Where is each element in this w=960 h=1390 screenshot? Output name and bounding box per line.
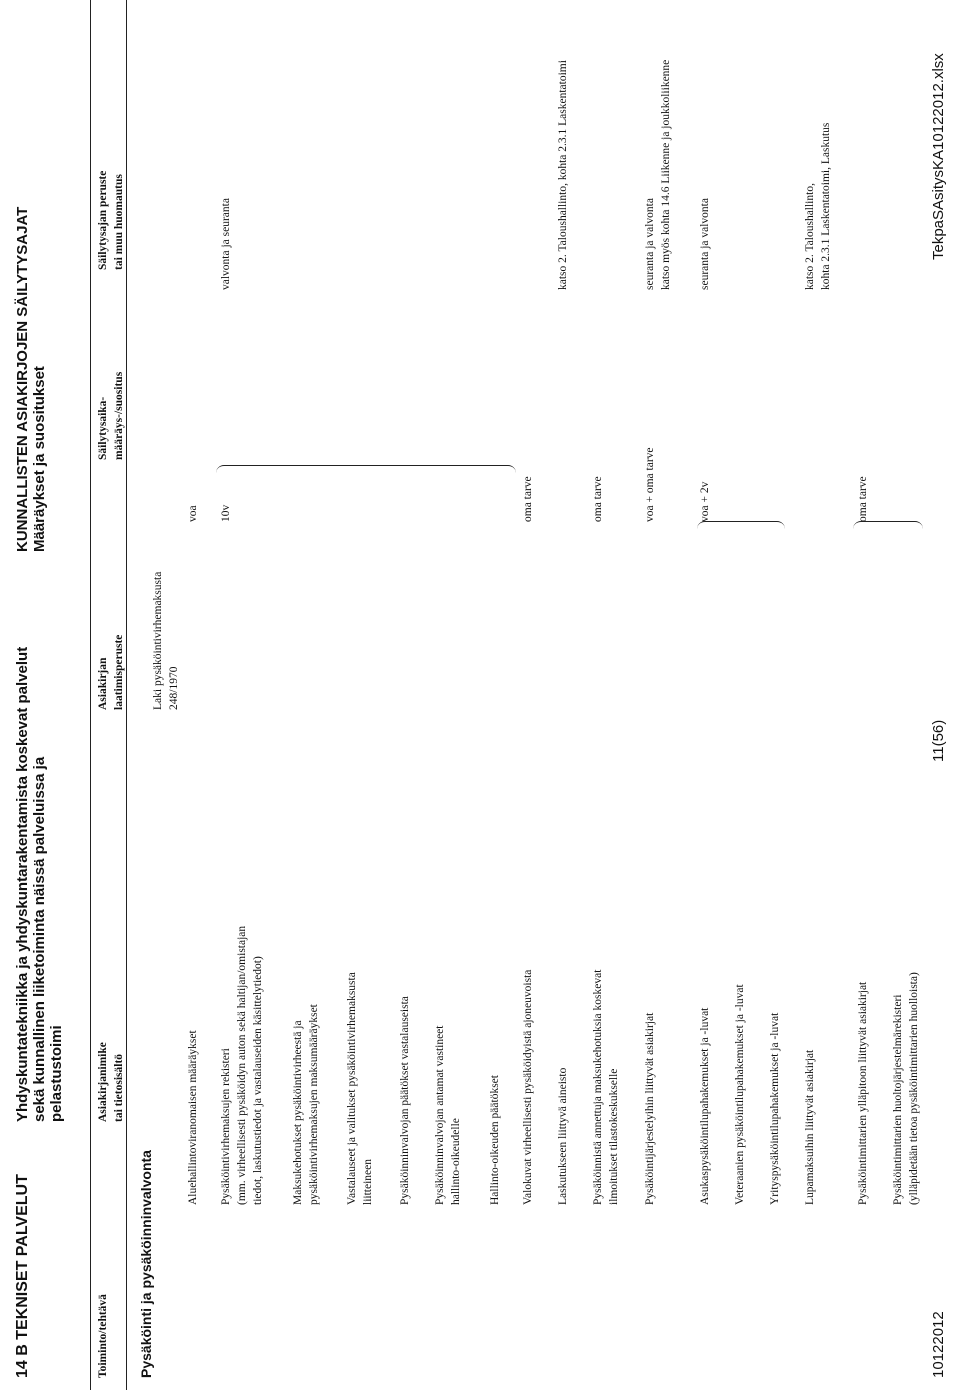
row-note: seuranta ja valvonta — [699, 198, 711, 290]
col-header-retention-b: määräys-/suositus — [113, 371, 125, 460]
row-title-line-2: liitteineen — [362, 1159, 374, 1205]
col-header-retention-a: Säilytysaika- — [97, 396, 109, 460]
row-title: Hallinto-oikeuden päätökset — [489, 1075, 501, 1205]
row-title-line-3: tiedot, laskutustiedot ja vastalauseiden käsittelytiedot) — [252, 956, 264, 1205]
row-title: Yrityspysäköintilupahakemukset ja -luvat — [769, 1012, 781, 1205]
col-header-title-a: Asiakirjanimike — [97, 1042, 109, 1122]
col-header-basis-b: laatimisperuste — [113, 634, 125, 710]
row-title: Maksukehotukset pysäköintivirheestä ja — [292, 1020, 304, 1205]
row-note: katso 2. Taloushallinto, kohta 2.3.1 Laskentatoimi — [557, 60, 569, 290]
row-note: katso 2. Taloushallinto, — [804, 183, 816, 290]
row-title-line-2: pysäköintivirhemaksujen maksumääräykset — [308, 1004, 320, 1205]
row-note: seuranta ja valvonta — [644, 198, 656, 290]
group-brace — [697, 521, 785, 530]
code-title: 14 B TEKNISET PALVELUT — [14, 1174, 31, 1378]
main-subtitle: Määräykset ja suositukset — [31, 366, 48, 552]
group-brace — [216, 465, 516, 474]
row-title: Lupamaksuihin liittyvät asiakirjat — [804, 1049, 816, 1205]
col-header-basis-a: Asiakirjan — [97, 657, 109, 710]
main-title: KUNNALLISTEN ASIAKIRJOJEN SÄILYTYSAJAT — [14, 206, 31, 552]
row-note-line-2: kohta 2.3.1 Laskentatoimi, Laskutus — [820, 122, 832, 290]
col-header-note-b: tai muu huomautus — [113, 174, 125, 270]
row-title: Pysäköintimittarien ylläpitoon liittyvät asiakirjat — [857, 981, 869, 1205]
row-title: Pysäköintivirhemaksujen rekisteri — [220, 1048, 232, 1205]
subtitle-line-1: Yhdyskuntatekniikka ja yhdyskuntarakentamista koskevat palvelut — [14, 646, 31, 1122]
row-retention: voa + 2v — [699, 481, 711, 522]
row-title: Valokuvat virheellisesti pysäköidyistä ajoneuvoista — [522, 969, 534, 1205]
row-title: Pysäköinninvalvojan antamat vastineet — [434, 1025, 446, 1205]
row-retention: oma tarve — [592, 476, 604, 522]
row-title: Laskutukseen liittyvä aineisto — [557, 1067, 569, 1205]
row-retention: voa + oma tarve — [644, 447, 656, 522]
row-title: Pysäköintijärjestelyihin liittyvät asiakirjat — [644, 1012, 656, 1205]
row-retention: voa — [187, 505, 199, 522]
footer-date: 10122012 — [930, 1311, 947, 1378]
group-brace — [853, 521, 923, 530]
row-title-line-2: hallinto-oikeudelle — [450, 1118, 462, 1205]
row-title: Pysäköinninvalvojan päätökset vastalauseista — [399, 996, 411, 1205]
row-title: Veteraanien pysäköintilupahakemukset ja -luvat — [734, 984, 746, 1205]
row-retention: oma tarve — [522, 476, 534, 522]
row-note-line-2: katso myös kohta 14.6 Liikenne ja joukkoliikenne — [660, 59, 672, 290]
basis-law-line-2: 248/1970 — [168, 666, 180, 710]
row-retention: oma tarve — [857, 476, 869, 522]
section-title: Pysäköinti ja pysäköinninvalvonta — [138, 1150, 154, 1378]
subtitle-line-2: sekä kunnallinen liiketoiminta näissä palveluissa ja — [31, 756, 48, 1122]
basis-law-line-1: Laki pysäköintivirhemaksusta — [152, 571, 164, 710]
footer-page-number: 11(56) — [930, 719, 947, 762]
row-title: Asukaspysäköintilupahakemukset ja -luvat — [699, 1007, 711, 1205]
row-title: Pysäköintimittarien huoltojärjestelmärekisteri — [892, 994, 904, 1205]
row-title: Vastalauseet ja valitukset pysäköintivirhemaksusta — [346, 972, 358, 1205]
row-retention: 10v — [220, 504, 232, 522]
row-title-line-2: (mm. virheellisesti pysäköidyn auton sekä haltijan/omistajan — [236, 925, 248, 1205]
header-rule — [90, 0, 91, 1390]
col-header-note-a: Säilytysajan peruste — [97, 170, 109, 270]
row-title: Aluehallintoviranomaisen määräykset — [187, 1030, 199, 1205]
row-title-line-2: ilmoitukset tilastokeskukselle — [608, 1068, 620, 1205]
row-title: Pysäköinnistä annettuja maksukehotuksia koskevat — [592, 969, 604, 1205]
col-header-title-b: tai tietosisältö — [113, 1053, 125, 1122]
row-note: valvonta ja seuranta — [220, 198, 232, 290]
subtitle-line-3: pelastustoimi — [48, 1025, 65, 1122]
col-header-task: Toiminto/tehtävä — [97, 1294, 109, 1378]
row-title-line-2: (ylläpidetään tietoa pysäköintimittarien huolloista) — [908, 972, 920, 1205]
footer-filename: TekpaSAsitysKA10122012.xlsx — [930, 53, 947, 260]
